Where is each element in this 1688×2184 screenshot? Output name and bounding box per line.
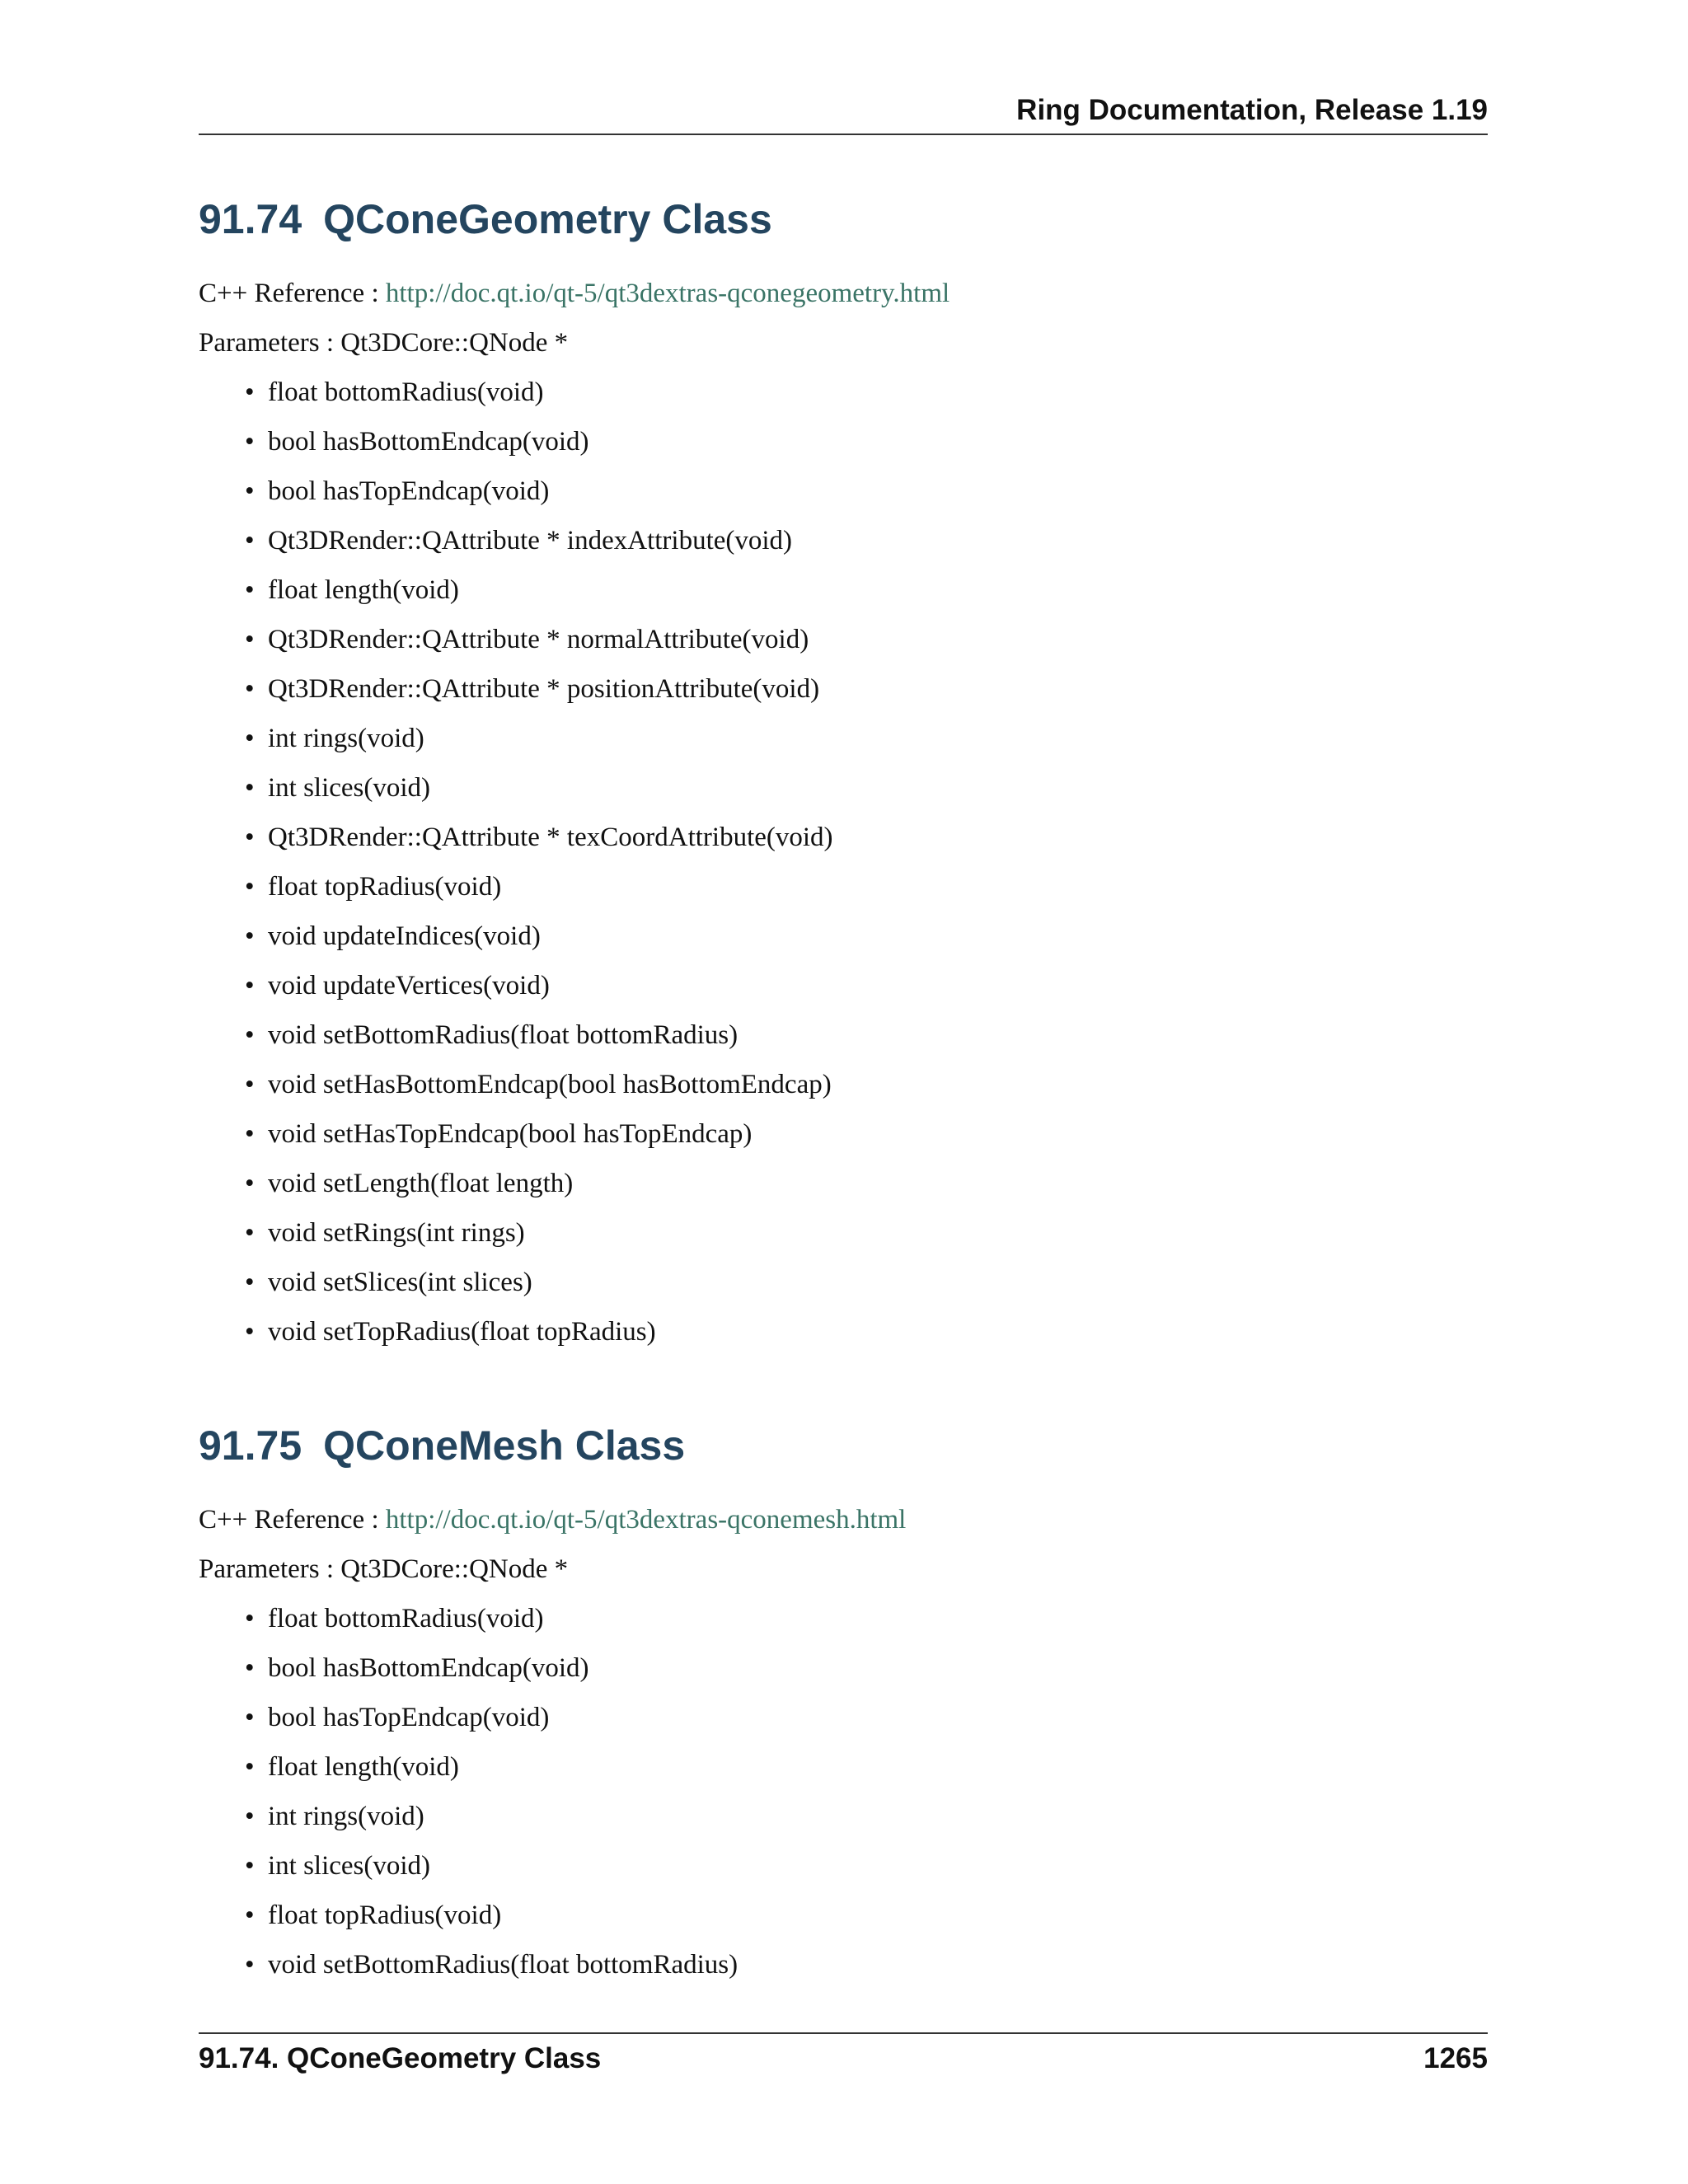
list-item (245, 763, 1488, 813)
bullet-icon: • (245, 1752, 255, 1782)
method-signature: float length(void) (268, 1752, 459, 1782)
list-item (245, 1010, 1488, 1060)
section-heading (199, 1414, 1488, 1477)
bullet-icon: • (245, 823, 255, 852)
bullet-icon: • (245, 921, 255, 951)
method-signature: void updateIndices(void) (268, 921, 541, 951)
method-signature: void setLength(float length) (268, 1169, 574, 1198)
method-signature: Qt3DRender::QAttribute * positionAttribute(void) (268, 674, 820, 704)
reference-link[interactable]: http://doc.qt.io/qt-5/qt3dextras-qconegeometry.html (385, 279, 950, 308)
method-signature: void setTopRadius(float topRadius) (268, 1317, 656, 1347)
method-signature: bool hasBottomEndcap(void) (268, 1653, 589, 1683)
method-signature: float length(void) (268, 575, 459, 605)
list-item (245, 1643, 1488, 1693)
bullet-icon: • (245, 1119, 255, 1149)
list-item (245, 615, 1488, 664)
bullet-icon: • (245, 1802, 255, 1831)
list-item (245, 1792, 1488, 1841)
list-item (245, 1693, 1488, 1742)
list-item (245, 368, 1488, 417)
parameters-line: Parameters : Qt3DCore::QNode * (199, 328, 569, 358)
method-signature: void setHasTopEndcap(bool hasTopEndcap) (268, 1119, 753, 1149)
bullet-icon: • (245, 1653, 255, 1683)
method-list (199, 368, 1488, 1357)
reference-label: C++ Reference : (199, 1505, 386, 1535)
section-number: 91.75 (199, 1422, 302, 1469)
list-item (245, 1109, 1488, 1159)
method-list (199, 1594, 1488, 1990)
list-item (245, 714, 1488, 763)
method-signature: float bottomRadius(void) (268, 377, 544, 407)
document-page (199, 0, 1488, 2184)
method-signature: void setSlices(int slices) (268, 1268, 532, 1297)
bullet-icon: • (245, 1900, 255, 1930)
list-item (245, 1208, 1488, 1258)
header-title: Ring Documentation, Release 1.19 (1016, 94, 1488, 126)
bullet-icon: • (245, 773, 255, 803)
reference-label: C++ Reference : (199, 279, 386, 308)
list-item (245, 912, 1488, 961)
method-signature: int rings(void) (268, 724, 424, 753)
bullet-icon: • (245, 872, 255, 902)
section-heading (199, 188, 1488, 251)
bullet-icon: • (245, 476, 255, 506)
method-signature: int rings(void) (268, 1802, 424, 1831)
list-item (245, 1594, 1488, 1643)
list-item (245, 1060, 1488, 1109)
list-item (245, 1307, 1488, 1357)
list-item (245, 417, 1488, 466)
list-item (245, 516, 1488, 565)
list-item (245, 813, 1488, 862)
bullet-icon: • (245, 1703, 255, 1732)
method-signature: float topRadius(void) (268, 872, 502, 902)
list-item (245, 1159, 1488, 1208)
list-item (245, 466, 1488, 516)
bullet-icon: • (245, 1604, 255, 1633)
bullet-icon: • (245, 1020, 255, 1050)
section-qconemesh (199, 1414, 1488, 1990)
running-footer (199, 2032, 1488, 2077)
reference-link[interactable]: http://doc.qt.io/qt-5/qt3dextras-qconemesh.html (385, 1505, 907, 1535)
section-title-text: QConeMesh Class (323, 1422, 686, 1469)
running-header (199, 92, 1488, 135)
method-signature: bool hasTopEndcap(void) (268, 1703, 550, 1732)
method-signature: int slices(void) (268, 1851, 431, 1881)
bullet-icon: • (245, 1950, 255, 1980)
method-signature: int slices(void) (268, 773, 431, 803)
method-signature: void updateVertices(void) (268, 971, 550, 1001)
section-title-text: QConeGeometry Class (323, 196, 772, 242)
footer-section-title: 91.74. QConeGeometry Class (199, 2042, 602, 2074)
parameters-line: Parameters : Qt3DCore::QNode * (199, 1554, 569, 1584)
method-signature: bool hasTopEndcap(void) (268, 476, 550, 506)
list-item (245, 961, 1488, 1010)
bullet-icon: • (245, 1268, 255, 1297)
section-qconegeometry (199, 188, 1488, 1357)
bullet-icon: • (245, 1218, 255, 1248)
list-item (245, 565, 1488, 615)
bullet-icon: • (245, 1169, 255, 1198)
list-item (245, 862, 1488, 912)
method-signature: void setHasBottomEndcap(bool hasBottomEndcap) (268, 1070, 832, 1099)
bullet-icon: • (245, 724, 255, 753)
list-item (245, 1891, 1488, 1940)
method-signature: float bottomRadius(void) (268, 1604, 544, 1633)
bullet-icon: • (245, 1070, 255, 1099)
method-signature: void setBottomRadius(float bottomRadius) (268, 1950, 738, 1980)
bullet-icon: • (245, 625, 255, 654)
cpp-reference (199, 269, 1488, 318)
list-item (245, 1841, 1488, 1891)
bullet-icon: • (245, 526, 255, 555)
method-signature: void setBottomRadius(float bottomRadius) (268, 1020, 738, 1050)
section-number: 91.74 (199, 196, 302, 242)
cpp-reference (199, 1495, 1488, 1544)
bullet-icon: • (245, 674, 255, 704)
bullet-icon: • (245, 575, 255, 605)
method-signature: Qt3DRender::QAttribute * normalAttribute(void) (268, 625, 809, 654)
method-signature: void setRings(int rings) (268, 1218, 525, 1248)
method-signature: Qt3DRender::QAttribute * texCoordAttribute(void) (268, 823, 833, 852)
bullet-icon: • (245, 427, 255, 457)
method-signature: float topRadius(void) (268, 1900, 502, 1930)
list-item (245, 1940, 1488, 1990)
bullet-icon: • (245, 1851, 255, 1881)
bullet-icon: • (245, 1317, 255, 1347)
list-item (245, 1258, 1488, 1307)
bullet-icon: • (245, 971, 255, 1001)
bullet-icon: • (245, 377, 255, 407)
method-signature: bool hasBottomEndcap(void) (268, 427, 589, 457)
method-signature: Qt3DRender::QAttribute * indexAttribute(void) (268, 526, 793, 555)
page-number: 1265 (1423, 2042, 1488, 2074)
list-item (245, 1742, 1488, 1792)
list-item (245, 664, 1488, 714)
